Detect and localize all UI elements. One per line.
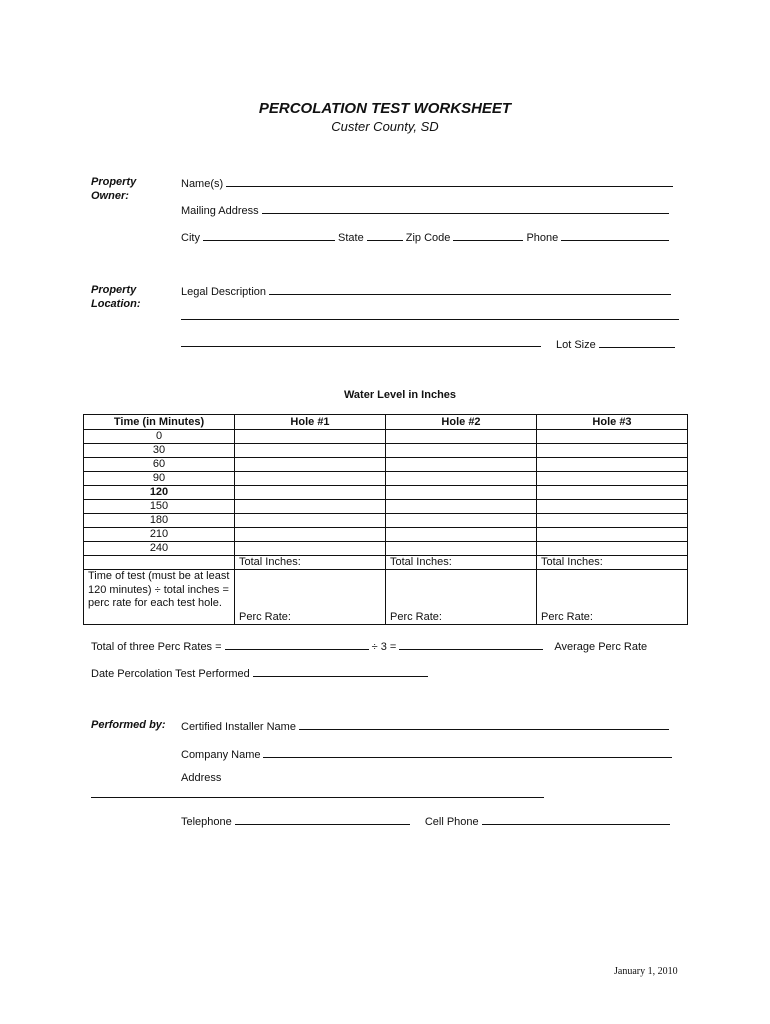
total-inches-row [84, 556, 688, 570]
test-date-field[interactable]: Date Percolation Test Performed [91, 665, 428, 680]
cell-phone-label: Cell Phone [424, 816, 479, 828]
hole-2-cell[interactable] [386, 500, 537, 514]
table-row [84, 528, 688, 542]
time-cell: 120 [84, 486, 235, 500]
mailing-address-field[interactable]: Mailing Address [181, 202, 669, 217]
hole-1-cell[interactable] [235, 486, 386, 500]
phone-label: Phone [526, 232, 559, 244]
hole-3-cell[interactable] [537, 430, 688, 444]
state-label: State [338, 232, 364, 244]
performed-by-label: Performed by: [91, 719, 166, 731]
hole-1-cell[interactable] [235, 528, 386, 542]
legal-description-field[interactable]: Legal Description [181, 283, 671, 298]
time-cell: 0 [84, 430, 235, 444]
company-name-field[interactable]: Company Name [181, 746, 672, 761]
hole-3-cell[interactable] [537, 444, 688, 458]
average-perc-field[interactable] [399, 638, 543, 650]
time-cell: 210 [84, 528, 235, 542]
hole-3-cell[interactable] [537, 500, 688, 514]
hole-3-cell[interactable] [537, 472, 688, 486]
hole-1-cell[interactable] [235, 500, 386, 514]
table-row [84, 430, 688, 444]
time-cell: 180 [84, 514, 235, 528]
table-row [84, 542, 688, 556]
hole-2-cell[interactable] [386, 542, 537, 556]
telephone-label: Telephone [181, 816, 232, 828]
installer-name-field[interactable]: Certified Installer Name [181, 718, 669, 733]
hole-1-cell[interactable] [235, 444, 386, 458]
time-cell: 90 [84, 472, 235, 486]
col-header-hole-3: Hole #3 [537, 415, 688, 430]
hole-2-cell[interactable] [386, 458, 537, 472]
total-perc-field[interactable] [225, 638, 369, 650]
hole-2-cell[interactable] [386, 472, 537, 486]
col-header-time: Time (in Minutes) [84, 415, 235, 430]
owner-section-label: Property Owner: [91, 176, 137, 202]
hole-2-total-inches[interactable]: Total Inches: [386, 556, 537, 570]
legal-description-line-3[interactable] [181, 346, 541, 347]
divide-label: ÷ 3 = [371, 641, 397, 653]
hole-2-cell[interactable] [386, 514, 537, 528]
hole-2-cell[interactable] [386, 430, 537, 444]
time-cell: 60 [84, 458, 235, 472]
telephone-row [181, 813, 670, 828]
table-row [84, 472, 688, 486]
phone-field[interactable] [561, 229, 669, 241]
hole-3-perc-rate[interactable]: Perc Rate: [537, 570, 688, 625]
hole-3-cell[interactable] [537, 514, 688, 528]
total-perc-label: Total of three Perc Rates = [91, 641, 222, 653]
hole-2-cell[interactable] [386, 528, 537, 542]
telephone-field[interactable] [235, 813, 410, 825]
perc-rate-row [84, 570, 688, 625]
hole-3-cell[interactable] [537, 528, 688, 542]
table-header-row [84, 415, 688, 430]
table-row [84, 458, 688, 472]
table-row [84, 500, 688, 514]
hole-3-cell[interactable] [537, 486, 688, 500]
hole-3-total-inches[interactable]: Total Inches: [537, 556, 688, 570]
page-subtitle: Custer County, SD [331, 119, 439, 134]
zip-field[interactable] [453, 229, 523, 241]
city-state-zip-phone-row [181, 229, 669, 244]
footer-date: January 1, 2010 [614, 966, 678, 977]
table-row [84, 444, 688, 458]
state-field[interactable] [367, 229, 403, 241]
hole-2-perc-rate[interactable]: Perc Rate: [386, 570, 537, 625]
city-field[interactable] [203, 229, 335, 241]
perc-rate-summary-row [91, 638, 647, 653]
cell-phone-field[interactable] [482, 813, 670, 825]
city-label: City [181, 232, 200, 244]
table-caption: Water Level in Inches [343, 389, 457, 401]
col-header-hole-2: Hole #2 [386, 415, 537, 430]
hole-1-cell[interactable] [235, 514, 386, 528]
address-field[interactable] [91, 797, 544, 798]
time-cell: 240 [84, 542, 235, 556]
zip-label: Zip Code [405, 232, 451, 244]
address-label: Address [181, 772, 222, 784]
hole-2-cell[interactable] [386, 444, 537, 458]
legal-description-line-2[interactable] [181, 319, 679, 320]
hole-1-cell[interactable] [235, 458, 386, 472]
hole-1-cell[interactable] [235, 430, 386, 444]
location-section-label: Property Location: [91, 284, 141, 310]
perc-rate-instructions: Time of test (must be at least 120 minutes) ÷ total inches = perc rate for each test hole. [84, 570, 235, 625]
hole-1-cell[interactable] [235, 472, 386, 486]
col-header-hole-1: Hole #1 [235, 415, 386, 430]
hole-1-total-inches[interactable]: Total Inches: [235, 556, 386, 570]
time-cell: 150 [84, 500, 235, 514]
table-row [84, 486, 688, 500]
hole-2-cell[interactable] [386, 486, 537, 500]
lot-size-field[interactable]: Lot Size [556, 336, 675, 351]
hole-3-cell[interactable] [537, 542, 688, 556]
hole-1-cell[interactable] [235, 542, 386, 556]
percolation-table [83, 414, 688, 625]
owner-names-field[interactable]: Name(s) [181, 175, 673, 190]
average-perc-label: Average Perc Rate [554, 641, 648, 653]
hole-3-cell[interactable] [537, 458, 688, 472]
table-row [84, 514, 688, 528]
time-cell: 30 [84, 444, 235, 458]
hole-1-perc-rate[interactable]: Perc Rate: [235, 570, 386, 625]
page-title: PERCOLATION TEST WORKSHEET [258, 100, 512, 117]
